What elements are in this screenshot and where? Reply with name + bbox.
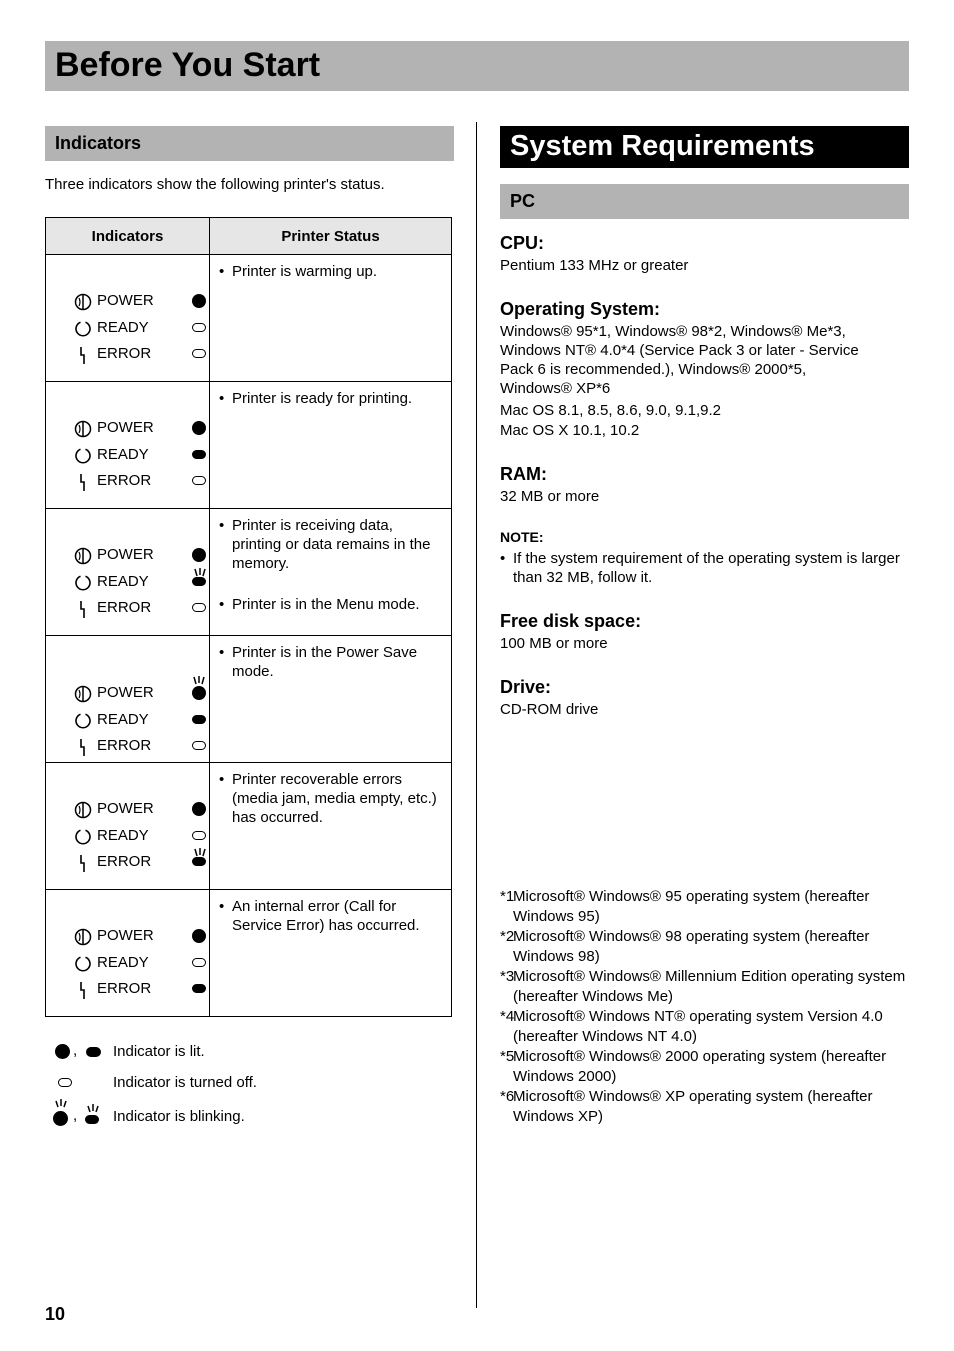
os-windows-line4: Windows® XP*6 — [500, 380, 611, 397]
indicator-error — [74, 736, 204, 756]
power-led-lit-icon — [192, 294, 206, 308]
error-symbol-icon — [74, 981, 92, 999]
status-item: • Printer is receiving data, printing or data remains in the memory. — [232, 516, 443, 573]
indicator-ready — [74, 318, 204, 338]
ready-symbol-icon — [74, 320, 92, 338]
indicator-error — [74, 471, 204, 491]
status-cell — [210, 509, 452, 636]
footnote — [500, 1047, 909, 1086]
indicator-ready-label: READY — [97, 711, 149, 728]
column-divider — [476, 122, 477, 1308]
indicator-cell — [46, 890, 210, 1017]
indicator-ready — [74, 572, 204, 592]
status-cell — [210, 763, 452, 890]
indicator-power — [74, 291, 204, 311]
indicator-power — [74, 545, 204, 565]
indicators-intro: Three indicators show the following printer's status. — [45, 176, 385, 193]
power-symbol-icon — [74, 547, 92, 565]
drive-label: Drive: — [500, 677, 552, 697]
power-symbol-icon — [74, 293, 92, 311]
footnote-text: Microsoft® Windows® 2000 operating system (hereafter Windows 2000) — [513, 1048, 887, 1085]
power-led-lit-icon — [192, 929, 206, 943]
legend-blinking-text: Indicator is blinking. — [113, 1108, 245, 1125]
footnote-text: Microsoft® Windows® 98 operating system (hereafter Windows 98) — [513, 928, 870, 965]
footnote-mark: *3 — [500, 968, 515, 985]
footnote — [500, 1007, 909, 1046]
disk-label: Free disk space: — [500, 611, 642, 631]
indicator-cell — [46, 636, 210, 763]
status-item: • Printer is in the Power Save mode. — [232, 643, 443, 681]
indicator-cell — [46, 255, 210, 382]
error-symbol-icon — [74, 738, 92, 756]
footnote — [500, 887, 909, 926]
indicator-error — [74, 979, 204, 999]
indicator-error-label: ERROR — [97, 345, 152, 362]
indicator-ready-label: READY — [97, 319, 149, 336]
status-item: • Printer is warming up. — [232, 262, 443, 281]
indicator-table — [45, 217, 452, 1017]
page-number: 10 — [45, 1304, 66, 1324]
indicator-error-label: ERROR — [97, 853, 152, 870]
ready-led-lit-icon — [192, 715, 206, 724]
indicators-heading: Indicators — [45, 126, 454, 161]
legend-blinking: , Indicator is blinking. — [45, 1107, 454, 1127]
power-symbol-icon — [74, 928, 92, 946]
footnote-mark: *4 — [500, 1008, 515, 1025]
footnote-text: Microsoft® Windows® XP operating system (hereafter Windows XP) — [513, 1088, 873, 1125]
error-led-off-icon — [192, 476, 206, 485]
legend-lit-text: Indicator is lit. — [113, 1043, 205, 1060]
error-led-off-icon — [192, 741, 206, 750]
footnote — [500, 967, 909, 1006]
indicator-cell — [46, 382, 210, 509]
indicator-power — [74, 926, 204, 946]
status-cell — [210, 890, 452, 1017]
indicator-row — [46, 255, 452, 382]
ready-symbol-icon — [74, 712, 92, 730]
error-led-off-icon — [192, 603, 206, 612]
page-header — [45, 41, 909, 91]
indicator-row — [46, 509, 452, 636]
drive-value: CD-ROM drive — [500, 701, 599, 718]
indicator-ready-label: READY — [97, 954, 149, 971]
indicator-power-label: POWER — [97, 800, 154, 817]
ram-label: RAM: — [500, 464, 547, 484]
system-requirements-section — [500, 126, 909, 1125]
indicator-power-label: POWER — [97, 684, 154, 701]
indicator-row — [46, 382, 452, 509]
footnote-mark: *1 — [500, 888, 515, 905]
indicators-section — [45, 126, 454, 1125]
footnote — [500, 1087, 909, 1126]
error-symbol-icon — [74, 473, 92, 491]
footnote-mark: *2 — [500, 928, 515, 945]
note-item: • If the system requirement of the operating system is larger than 32 MB, follow it. — [500, 550, 900, 586]
error-symbol-icon — [74, 346, 92, 364]
ready-symbol-icon — [74, 955, 92, 973]
system-requirements-title: System Requirements — [500, 126, 909, 168]
indicator-power — [74, 799, 204, 819]
power-led-blinking-icon — [192, 686, 206, 700]
footnote-text: Microsoft® Windows® 95 operating system (hereafter Windows 95) — [513, 888, 870, 925]
status-cell — [210, 636, 452, 763]
indicator-ready — [74, 445, 204, 465]
footnote-mark: *6 — [500, 1088, 515, 1105]
indicator-error-label: ERROR — [97, 599, 152, 616]
status-cell — [210, 382, 452, 509]
note-text: If the system requirement of the operating system is larger than 32 MB, follow it. — [513, 550, 900, 586]
os-mac-line1: Mac OS 8.1, 8.5, 8.6, 9.0, 9.1,9.2 — [500, 402, 721, 419]
indicator-row — [46, 890, 452, 1017]
led-blinking-icon — [53, 1111, 68, 1126]
ready-led-off-icon — [192, 958, 206, 967]
ready-led-lit-icon — [192, 450, 206, 459]
legend-off — [45, 1073, 454, 1093]
os-mac-line2: Mac OS X 10.1, 10.2 — [500, 422, 640, 439]
cpu-label: CPU: — [500, 233, 544, 253]
os-label: Operating System: — [500, 299, 661, 319]
indicator-error-label: ERROR — [97, 737, 152, 754]
indicator-row — [46, 636, 452, 763]
ready-led-off-icon — [192, 323, 206, 332]
indicator-ready-label: READY — [97, 827, 149, 844]
os-windows-line1: Windows® 95*1, Windows® 98*2, Windows® Me*3, — [500, 323, 846, 340]
indicator-cell — [46, 763, 210, 890]
error-symbol-icon — [74, 600, 92, 618]
pc-heading: PC — [500, 184, 909, 219]
legend-lit: , Indicator is lit. — [45, 1042, 454, 1062]
indicator-ready — [74, 710, 204, 730]
error-led-off-icon — [192, 349, 206, 358]
indicator-error — [74, 852, 204, 872]
power-led-lit-icon — [192, 548, 206, 562]
indicator-error-label: ERROR — [97, 472, 152, 489]
footnote-text: Microsoft® Windows NT® operating system Version 4.0 (hereafter Windows NT 4.0) — [513, 1008, 883, 1045]
indicator-power — [74, 683, 204, 703]
col-header-status: Printer Status — [210, 218, 452, 255]
indicator-error-label: ERROR — [97, 980, 152, 997]
status-item: • Printer is ready for printing. — [232, 389, 443, 408]
indicator-ready-label: READY — [97, 446, 149, 463]
indicator-ready-label: READY — [97, 573, 149, 590]
power-led-lit-icon — [192, 421, 206, 435]
power-symbol-icon — [74, 685, 92, 703]
indicator-error — [74, 598, 204, 618]
os-windows-line3: Pack 6 is recommended.), Windows® 2000*5, — [500, 361, 807, 378]
ready-symbol-icon — [74, 574, 92, 592]
cpu-value: Pentium 133 MHz or greater — [500, 257, 689, 274]
indicator-row — [46, 763, 452, 890]
status-cell — [210, 255, 452, 382]
led-lit-icon — [55, 1044, 70, 1059]
ready-symbol-icon — [74, 447, 92, 465]
led-oval-lit-icon — [86, 1047, 101, 1057]
disk-value: 100 MB or more — [500, 635, 608, 652]
ready-led-off-icon — [192, 831, 206, 840]
indicator-power — [74, 418, 204, 438]
indicator-ready — [74, 826, 204, 846]
indicator-power-label: POWER — [97, 419, 154, 436]
indicator-power-label: POWER — [97, 927, 154, 944]
note-label: NOTE: — [500, 529, 544, 545]
col-header-indicators: Indicators — [46, 218, 210, 255]
footnote-text: Microsoft® Windows® Millennium Edition operating system (hereafter Windows Me) — [513, 968, 906, 1005]
indicator-error — [74, 344, 204, 364]
ram-value: 32 MB or more — [500, 488, 600, 505]
led-off-icon — [58, 1078, 72, 1087]
os-windows-line2: Windows NT® 4.0*4 (Service Pack 3 or later - Service — [500, 342, 859, 359]
led-oval-blinking-icon — [85, 1115, 100, 1125]
indicator-power-label: POWER — [97, 546, 154, 563]
legend-off-text: Indicator is turned off. — [113, 1074, 257, 1091]
status-item: • Printer is in the Menu mode. — [232, 595, 443, 614]
status-item: • An internal error (Call for Service Error) has occurred. — [232, 897, 443, 935]
ready-symbol-icon — [74, 828, 92, 846]
footnote-mark: *5 — [500, 1048, 515, 1065]
indicator-ready — [74, 953, 204, 973]
error-led-lit-icon — [192, 984, 206, 993]
power-symbol-icon — [74, 801, 92, 819]
page-title: Before You Start — [55, 46, 321, 84]
indicator-cell — [46, 509, 210, 636]
indicator-power-label: POWER — [97, 292, 154, 309]
ready-led-blinking-icon — [192, 577, 206, 586]
footnote — [500, 927, 909, 966]
error-symbol-icon — [74, 854, 92, 872]
error-led-blinking-icon — [192, 857, 206, 866]
status-item: • Printer recoverable errors (media jam, media empty, etc.) has occurred. — [232, 770, 443, 827]
power-symbol-icon — [74, 420, 92, 438]
power-led-lit-icon — [192, 802, 206, 816]
